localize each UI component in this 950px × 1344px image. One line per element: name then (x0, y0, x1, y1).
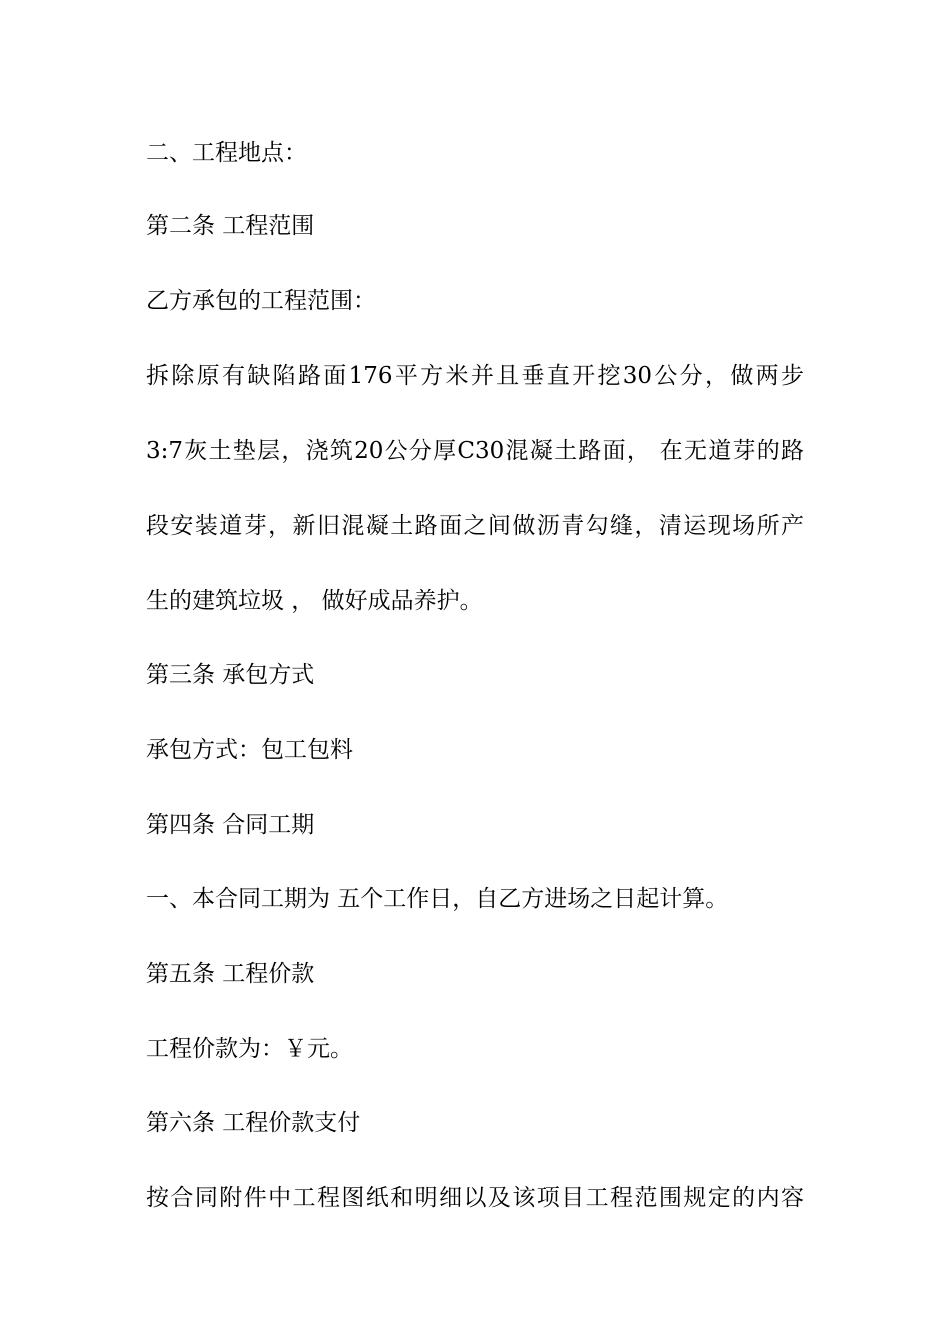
price-text: 工程价款为：￥元。 (146, 1036, 353, 1062)
clause-location: 二、工程地点： (146, 140, 307, 166)
scope-text-line-1: 拆除原有缺陷路面176平方米并且垂直开挖30公分，做两步 (146, 363, 804, 389)
article-2-heading: 第二条 工程范围 (146, 213, 315, 239)
scope-text-line-3: 段安装道芽，新旧混凝土路面之间做沥青勾缝，清运现场所产 (146, 513, 804, 539)
scope-text-line-2: 3:7灰土垫层，浇筑20公分厚C30混凝土路面， 在无道芽的路 (146, 438, 804, 464)
duration-text: 一、本合同工期为 五个工作日，自乙方进场之日起计算。 (146, 886, 729, 912)
contract-method: 承包方式：包工包料 (146, 737, 353, 763)
scope-text-line-4: 生的建筑垃圾 ， 做好成品养护。 (146, 588, 483, 614)
payment-text-line-1: 按合同附件中工程图纸和明细以及该项目工程范围规定的内容 (146, 1185, 804, 1211)
article-3-heading: 第三条 承包方式 (146, 662, 315, 688)
article-4-heading: 第四条 合同工期 (146, 812, 315, 838)
article-6-heading: 第六条 工程价款支付 (146, 1110, 361, 1136)
article-5-heading: 第五条 工程价款 (146, 961, 315, 987)
scope-label: 乙方承包的工程范围： (146, 288, 376, 314)
